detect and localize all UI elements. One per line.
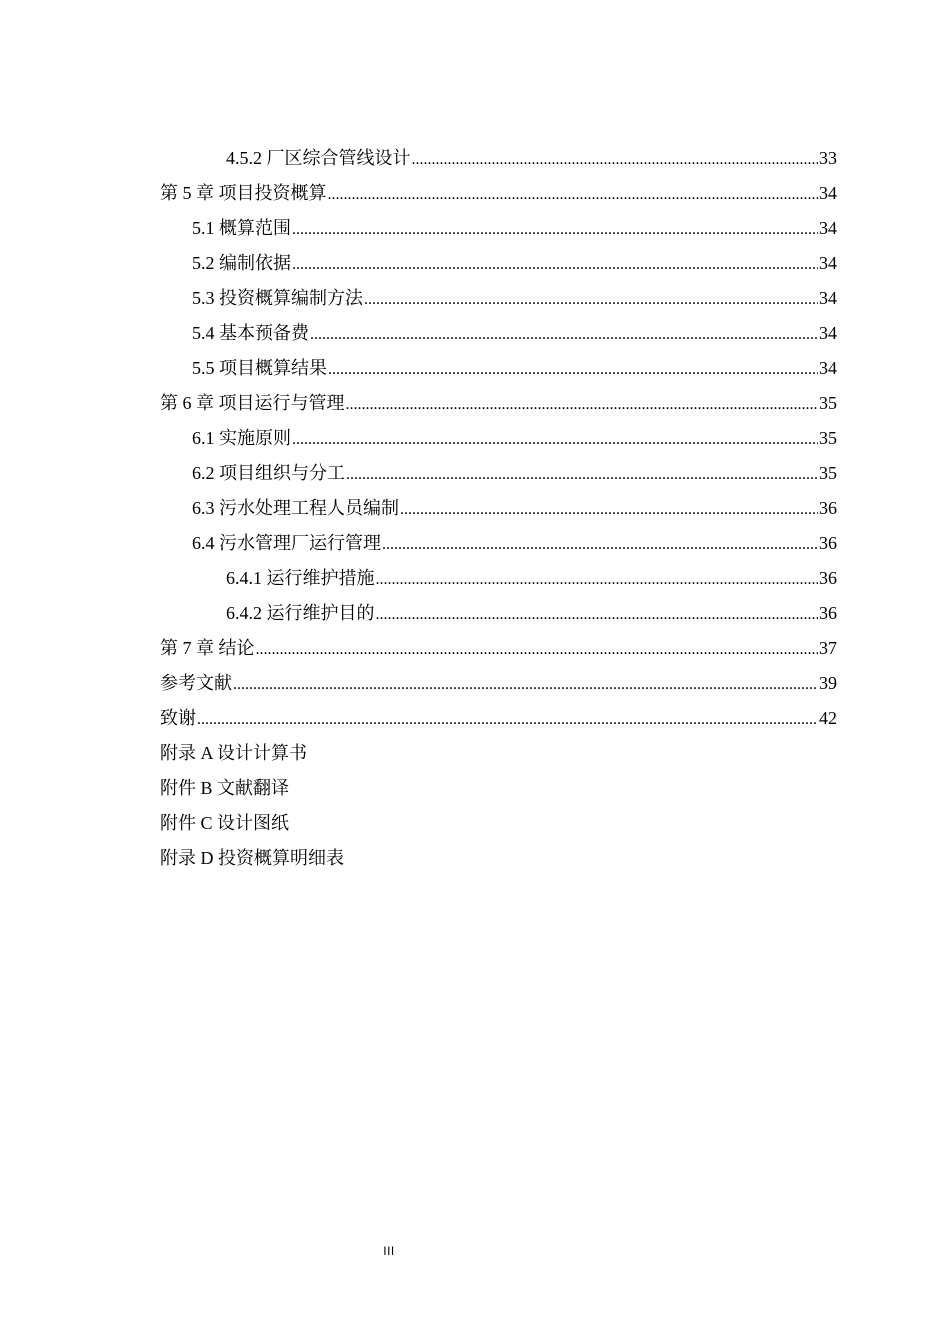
toc-entry-page: 35 bbox=[819, 393, 837, 413]
toc-entry-page: 35 bbox=[819, 463, 837, 483]
toc-leader-dots bbox=[233, 674, 818, 696]
toc-entry-page: 34 bbox=[819, 358, 837, 378]
toc-entry[interactable] bbox=[160, 766, 837, 801]
toc-entry[interactable] bbox=[160, 171, 837, 206]
toc-leader-dots bbox=[376, 604, 819, 626]
toc-leader-dots bbox=[400, 499, 818, 521]
toc-entry[interactable] bbox=[160, 696, 837, 731]
toc-entry[interactable] bbox=[160, 381, 837, 416]
toc-entry[interactable] bbox=[160, 416, 837, 451]
toc-entry-page: 34 bbox=[819, 183, 837, 203]
toc-leader-dots bbox=[346, 394, 819, 416]
toc-entry[interactable] bbox=[160, 731, 837, 766]
toc-entry[interactable] bbox=[160, 521, 837, 556]
toc-leader-dots bbox=[292, 429, 818, 451]
table-of-contents bbox=[160, 136, 837, 871]
toc-entry-title: 第 5 章 项目投资概算 bbox=[160, 183, 327, 203]
toc-entry-title: 附录 A 设计计算书 bbox=[160, 743, 308, 763]
toc-entry[interactable] bbox=[160, 486, 837, 521]
toc-entry-title: 附录 D 投资概算明细表 bbox=[160, 848, 344, 868]
toc-entry[interactable] bbox=[160, 241, 837, 276]
toc-entry-page: 39 bbox=[819, 673, 837, 693]
toc-entry-page: 34 bbox=[819, 288, 837, 308]
toc-entry[interactable] bbox=[160, 626, 837, 661]
toc-entry-title: 5.1 概算范围 bbox=[192, 218, 291, 238]
toc-leader-dots bbox=[197, 709, 818, 731]
toc-entry-page: 33 bbox=[819, 148, 837, 168]
toc-leader-dots bbox=[382, 534, 818, 556]
toc-leader-dots bbox=[328, 184, 819, 206]
toc-entry[interactable] bbox=[160, 136, 837, 171]
toc-entry-title: 6.4.1 运行维护措施 bbox=[226, 568, 375, 588]
toc-leader-dots bbox=[346, 464, 818, 486]
toc-entry-title: 4.5.2 厂区综合管线设计 bbox=[226, 148, 411, 168]
toc-entry[interactable] bbox=[160, 836, 837, 871]
toc-entry[interactable] bbox=[160, 801, 837, 836]
toc-leader-dots bbox=[412, 149, 819, 171]
toc-leader-dots bbox=[364, 289, 818, 311]
toc-entry-page: 34 bbox=[819, 323, 837, 343]
toc-entry[interactable] bbox=[160, 451, 837, 486]
toc-entry-title: 参考文献 bbox=[160, 673, 232, 693]
toc-entry[interactable] bbox=[160, 346, 837, 381]
toc-entry[interactable] bbox=[160, 276, 837, 311]
toc-entry-page: 35 bbox=[819, 428, 837, 448]
toc-leader-dots bbox=[292, 219, 818, 241]
toc-entry-title: 5.2 编制依据 bbox=[192, 253, 291, 273]
toc-entry-title: 第 7 章 结论 bbox=[160, 638, 255, 658]
toc-entry[interactable] bbox=[160, 556, 837, 591]
toc-entry-page: 37 bbox=[819, 638, 837, 658]
toc-entry-title: 6.4 污水管理厂运行管理 bbox=[192, 533, 381, 553]
toc-entry-title: 5.3 投资概算编制方法 bbox=[192, 288, 363, 308]
toc-entry-title: 6.3 污水处理工程人员编制 bbox=[192, 498, 399, 518]
toc-entry[interactable] bbox=[160, 206, 837, 241]
toc-leader-dots bbox=[376, 569, 819, 591]
toc-leader-dots bbox=[328, 359, 818, 381]
toc-entry-title: 第 6 章 项目运行与管理 bbox=[160, 393, 345, 413]
toc-entry-title: 6.1 实施原则 bbox=[192, 428, 291, 448]
page-number: III bbox=[383, 1244, 395, 1258]
toc-entry[interactable] bbox=[160, 311, 837, 346]
toc-entry-page: 42 bbox=[819, 708, 837, 728]
toc-entry-title: 5.5 项目概算结果 bbox=[192, 358, 327, 378]
toc-entry-page: 36 bbox=[819, 533, 837, 553]
toc-leader-dots bbox=[292, 254, 818, 276]
toc-entry-page: 36 bbox=[819, 498, 837, 518]
toc-leader-dots bbox=[310, 324, 818, 346]
toc-entry-page: 34 bbox=[819, 218, 837, 238]
toc-entry-page: 36 bbox=[819, 603, 837, 623]
toc-entry-title: 致谢 bbox=[160, 708, 196, 728]
toc-entry-title: 附件 B 文献翻译 bbox=[160, 778, 290, 798]
toc-entry[interactable] bbox=[160, 591, 837, 626]
toc-entry-page: 34 bbox=[819, 253, 837, 273]
toc-entry-page: 36 bbox=[819, 568, 837, 588]
toc-entry[interactable] bbox=[160, 661, 837, 696]
toc-entry-title: 5.4 基本预备费 bbox=[192, 323, 309, 343]
toc-entry-title: 6.4.2 运行维护目的 bbox=[226, 603, 375, 623]
toc-leader-dots bbox=[256, 639, 819, 661]
toc-entry-title: 6.2 项目组织与分工 bbox=[192, 463, 345, 483]
toc-entry-title: 附件 C 设计图纸 bbox=[160, 813, 290, 833]
